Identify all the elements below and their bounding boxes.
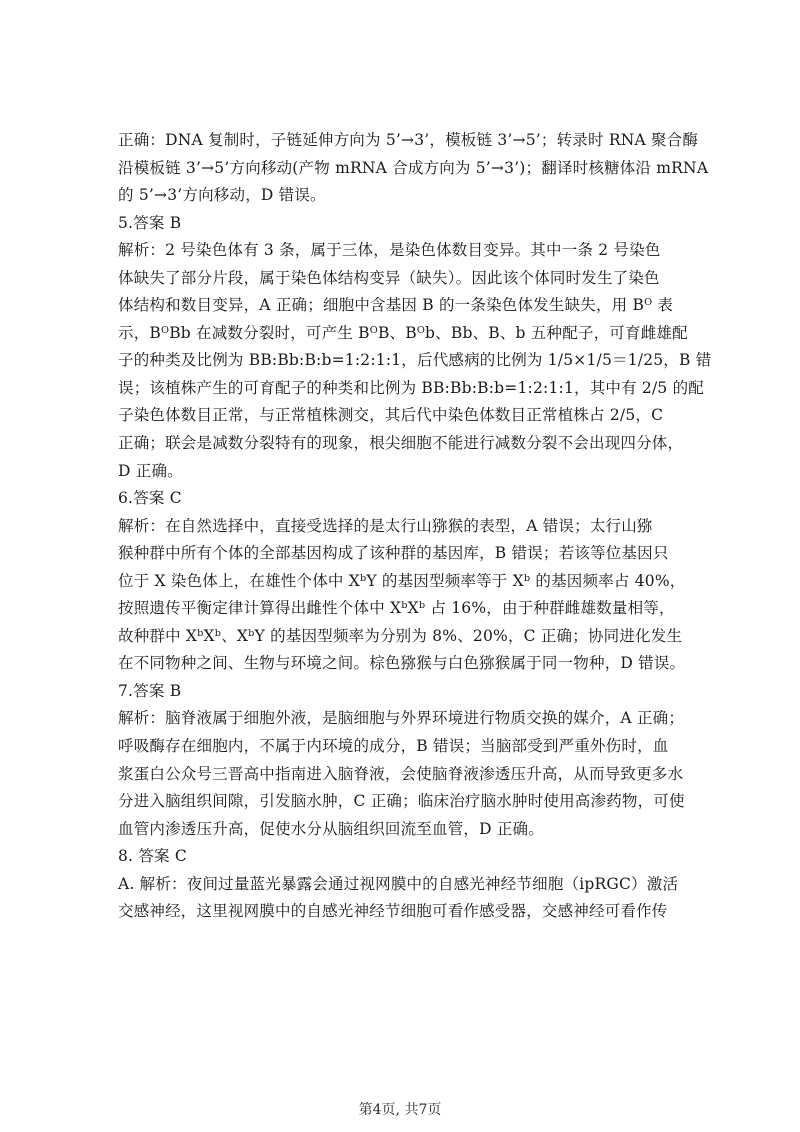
text-line: 交感神经，这里视网膜中的自感光神经节细胞可看作感受器，交感神经可看作传 <box>118 902 668 921</box>
text-line: 在不同物种之间、生物与环境之间。棕色猕猴与白色猕猴属于同一物种，D 错误。 <box>118 654 686 673</box>
text-line: 示，BᴼBb 在减数分裂时，可产生 BᴼB、Bᴼb、Bb、B、b 五种配子，可育雌雄配 <box>118 323 688 342</box>
text-line: 浆蛋白公众号三晋高中指南进入脑脊液，会使脑脊液渗透压升高，从而导致更多水 <box>118 764 684 783</box>
text-line: 解析：2 号染色体有 3 条，属于三体，是染色体数目变异。其中一条 2 号染色 <box>118 241 661 260</box>
text-line: 子染色体数目正常，与正常植株测交，其后代中染色体数目正常植株占 2/5，C <box>118 406 664 425</box>
text-line: 正确；联会是减数分裂特有的现象，根尖细胞不能进行减数分裂不会出现四分体， <box>118 434 684 453</box>
text-line: 呼吸酶存在细胞内，不属于内环境的成分，B 错误；当脑部受到严重外伤时，血 <box>118 737 669 756</box>
answer-heading: 8. 答案 C <box>118 847 187 866</box>
answer-heading: 7.答案 B <box>118 681 182 700</box>
text-line: 正确：DNA 复制时，子链延伸方向为 5’→3’，模板链 3’→5’；转录时 RNA 聚合酶 <box>118 131 699 149</box>
text-line: 误；该植株产生的可育配子的种类和比例为 BB:Bb:B:b=1:2:1:1，其中有 2/5 的配 <box>118 378 705 397</box>
text-line: 体缺失了部分片段，属于染色体结构变异（缺失）。因此该个体同时发生了染色 <box>118 268 660 287</box>
text-line: 位于 X 染色体上，在雄性个体中 XᵇY 的基因型频率等于 Xᵇ 的基因频率占 40%， <box>118 571 686 590</box>
text-line: 解析：在自然选择中，直接受选择的是太行山猕猴的表型，A 错误；太行山猕 <box>118 516 653 535</box>
text-line: A. 解析：夜间过量蓝光暴露会通过视网膜中的自感光神经节细胞（ipRGC）激活 <box>118 874 679 893</box>
text-line: 分进入脑组织间隙，引发脑水肿，C 正确；临床治疗脑水肿时使用高渗药物，可使 <box>118 792 685 811</box>
text-line: 故种群中 XᵇXᵇ、XᵇY 的基因型频率为分别为 8%、20%，C 正确；协同进化发生 <box>118 626 683 645</box>
document-body <box>118 127 712 926</box>
text-line: 体结构和数目变异，A 正确；细胞中含基因 B 的一条染色体发生缺失，用 Bᴼ 表 <box>118 296 674 315</box>
page-number: 第4页, 共7页 <box>358 1102 442 1118</box>
text-line: 血管内渗透压升高，促使水分从脑组织回流至血管，D 正确。 <box>118 819 544 838</box>
answer-heading: 5.答案 B <box>118 213 182 232</box>
text-line: 猴种群中所有个体的全部基因构成了该种群的基因库，B 错误；若该等位基因只 <box>118 544 669 563</box>
text-line: 子的种类及比例为 BB:Bb:B:b=1:2:1:1，后代感病的比例为 1/5×1/5＝1/25，B 错 <box>118 351 712 370</box>
text-line: 的 5’→3’方向移动，D 错误。 <box>118 186 326 205</box>
text-line: 解析：脑脊液属于细胞外液，是脑细胞与外界环境进行物质交换的媒介，A 正确； <box>118 709 685 728</box>
text-line: 按照遗传平衡定律计算得出雌性个体中 XᵇXᵇ 占 16%，由于种群雌雄数量相等， <box>118 599 675 618</box>
text-line: D 正确。 <box>118 461 183 480</box>
answer-heading: 6.答案 C <box>118 489 182 508</box>
text-line: 沿模板链 3’→5’方向移动(产物 mRNA 合成方向为 5’→3’)；翻译时核糖体沿 mRNA <box>118 158 709 177</box>
